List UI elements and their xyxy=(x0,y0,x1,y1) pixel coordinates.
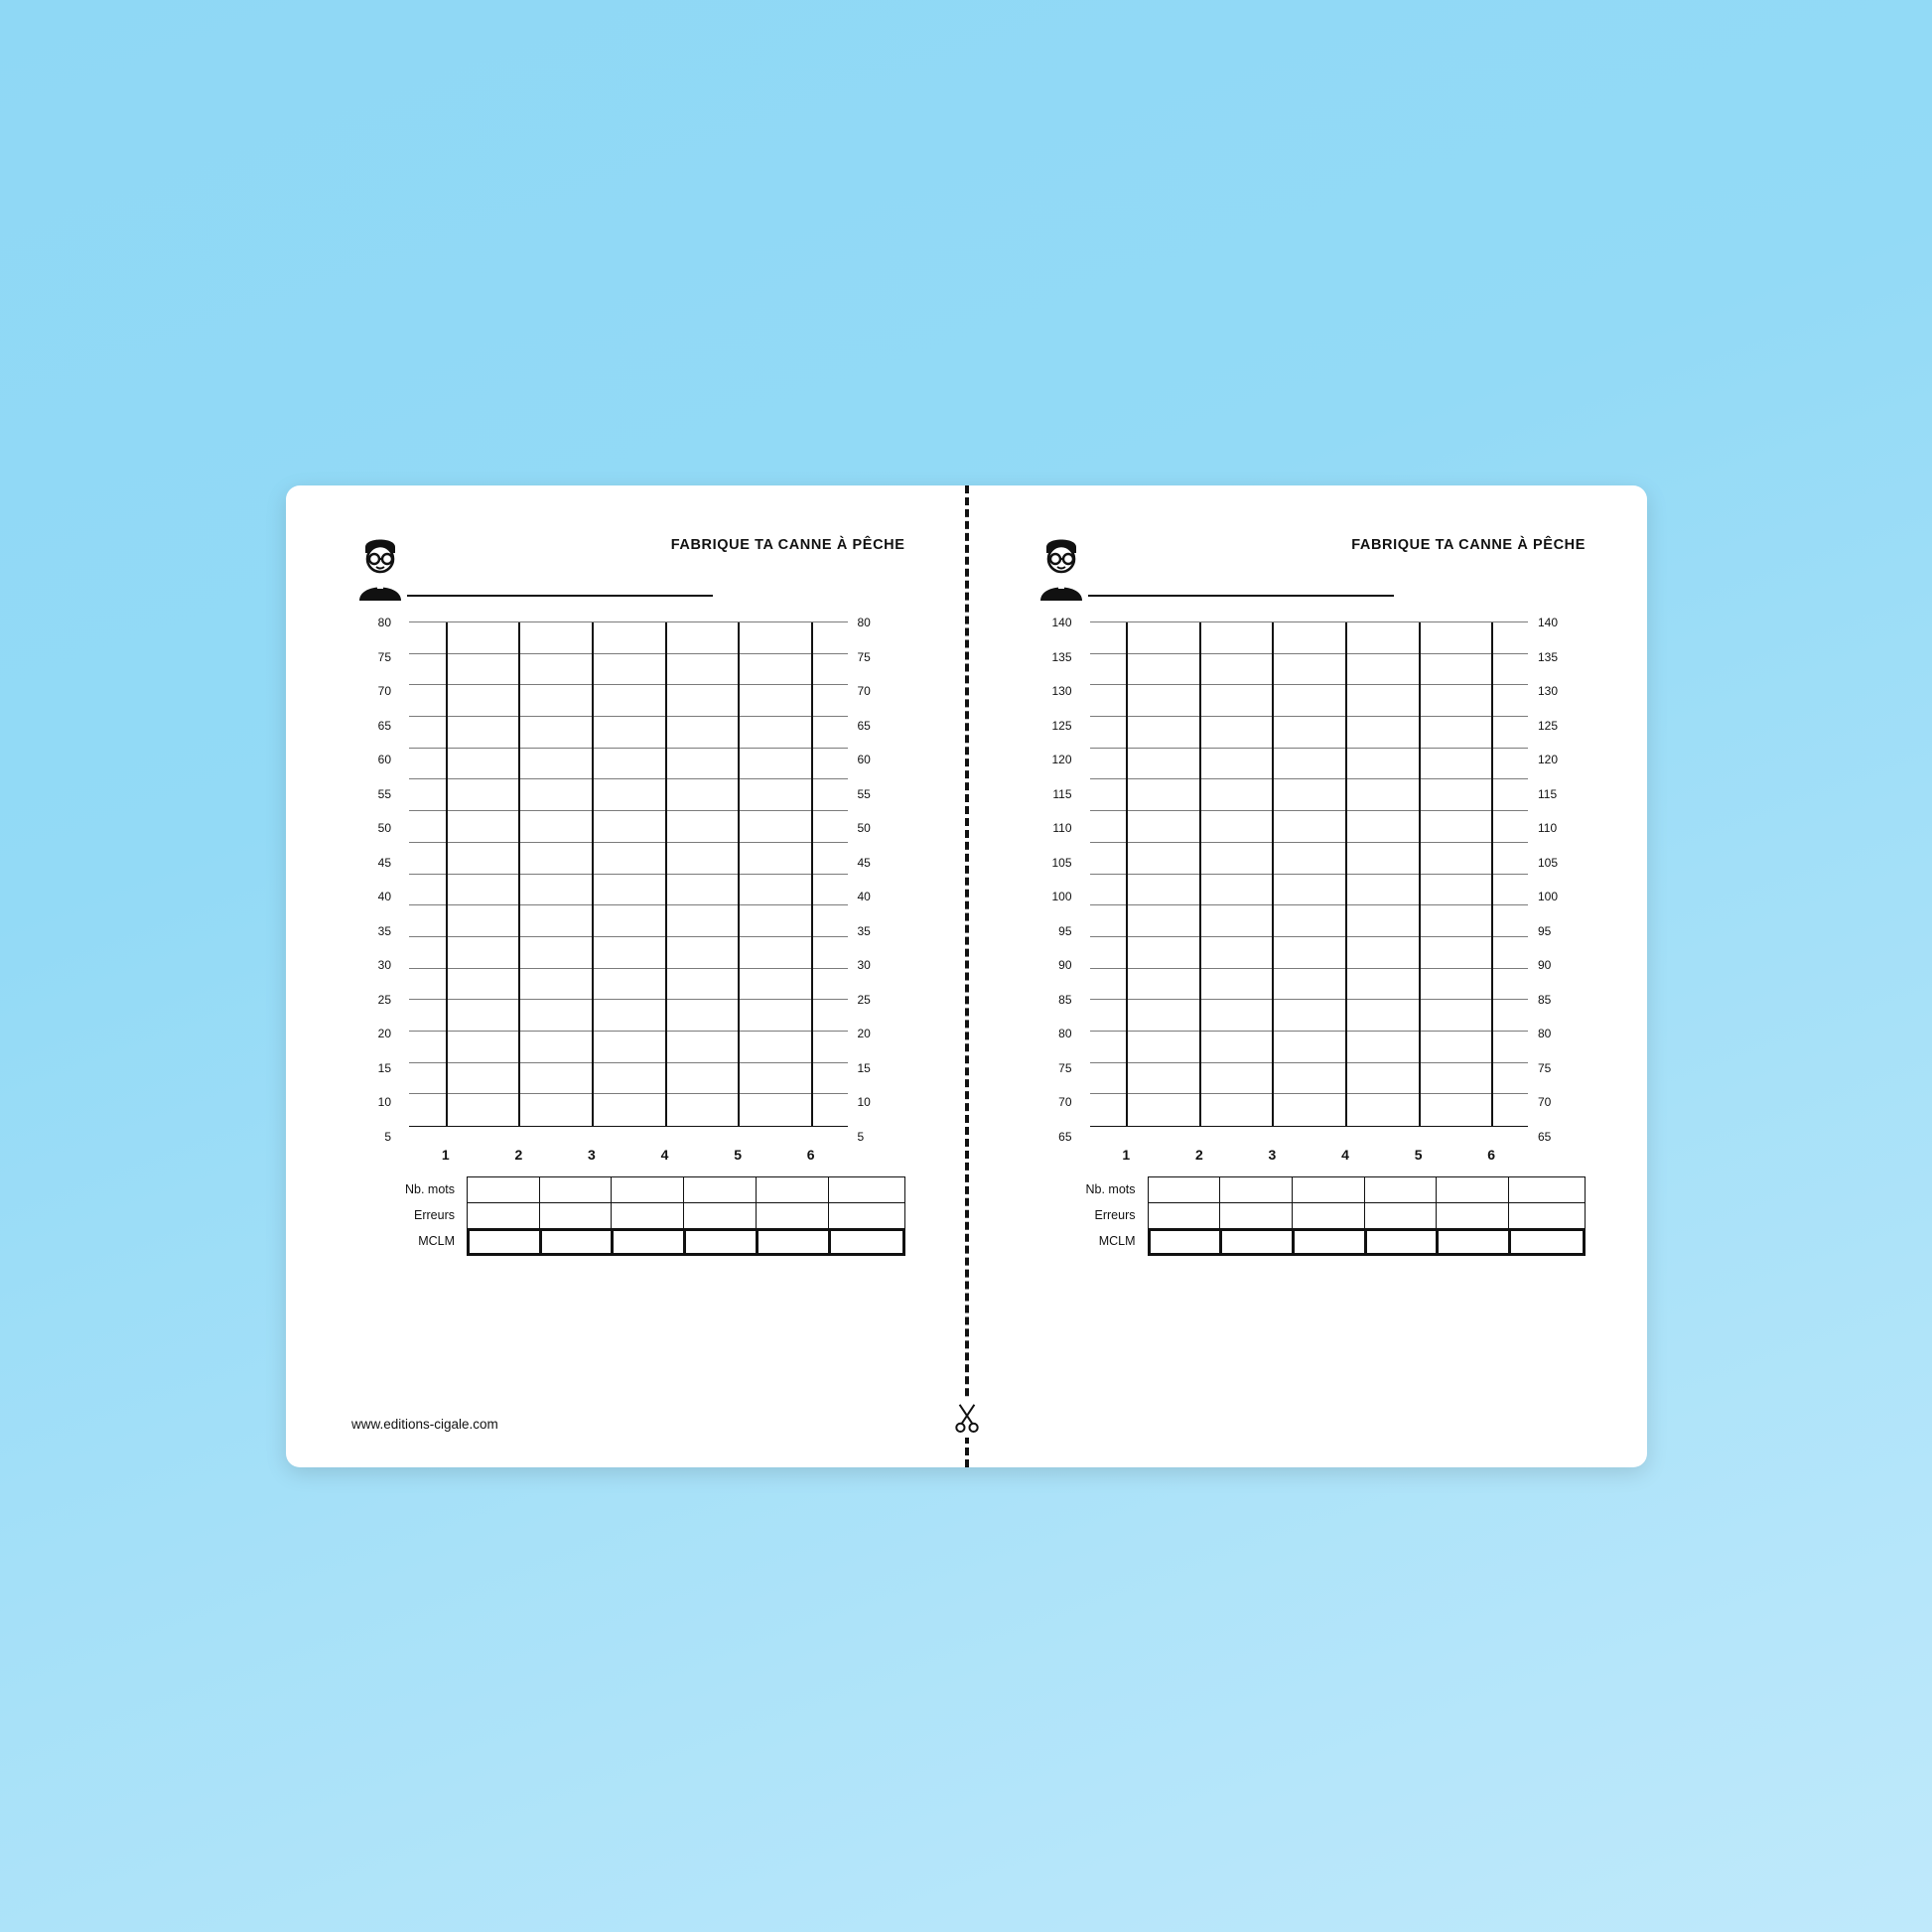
gridline xyxy=(1090,842,1529,843)
score-cell[interactable] xyxy=(1148,1228,1225,1256)
gridline xyxy=(1090,936,1529,937)
y-tick-label-right: 75 xyxy=(1538,1060,1552,1075)
y-tick-label-right: 140 xyxy=(1538,616,1559,629)
chart-column-axis xyxy=(738,622,740,1126)
page-right-header xyxy=(1033,531,1587,607)
y-tick-label-right: 65 xyxy=(1538,1129,1552,1144)
score-cell[interactable] xyxy=(1436,1202,1513,1228)
score-cell[interactable] xyxy=(1364,1228,1442,1256)
score-cell[interactable] xyxy=(1148,1202,1225,1228)
score-column xyxy=(756,1176,833,1256)
y-tick-label-right: 80 xyxy=(857,616,871,629)
y-tick-label-left: 70 xyxy=(1058,1095,1072,1109)
page-title: FABRIQUE TA CANNE À PÊCHE xyxy=(670,537,905,553)
x-tick-label: 3 xyxy=(1268,1147,1277,1163)
y-tick-label-right: 70 xyxy=(857,684,871,698)
score-cell[interactable] xyxy=(828,1228,905,1256)
y-tick-label-right: 100 xyxy=(1538,890,1559,903)
score-column xyxy=(1508,1176,1586,1256)
chart-column-axis xyxy=(1345,622,1347,1126)
score-cell[interactable] xyxy=(1436,1228,1513,1256)
y-tick-label-left: 40 xyxy=(377,890,391,903)
score-cell[interactable] xyxy=(1508,1228,1586,1256)
score-column xyxy=(1148,1176,1225,1256)
gridline xyxy=(1090,1062,1529,1063)
row-label-erreurs: Erreurs xyxy=(414,1208,455,1222)
page-right xyxy=(967,485,1648,1467)
y-tick-label-left: 25 xyxy=(377,992,391,1007)
chart-left-plot xyxy=(409,622,848,1127)
y-tick-label-left: 70 xyxy=(377,684,391,698)
row-label-mclm: MCLM xyxy=(418,1234,455,1248)
gridline xyxy=(1090,748,1529,749)
score-column xyxy=(611,1176,688,1256)
gridline xyxy=(409,968,848,969)
page-left xyxy=(286,485,967,1467)
y-tick-label-right: 45 xyxy=(857,855,871,870)
pupil-face-icon xyxy=(1033,531,1090,601)
gridline xyxy=(409,842,848,843)
gridline xyxy=(409,1093,848,1094)
gridline xyxy=(1090,810,1529,811)
y-tick-label-left: 80 xyxy=(377,616,391,629)
score-cell[interactable] xyxy=(1148,1176,1225,1202)
y-tick-label-right: 10 xyxy=(857,1095,871,1109)
gridline xyxy=(409,716,848,717)
score-cell[interactable] xyxy=(1219,1228,1297,1256)
row-label-mclm: MCLM xyxy=(1098,1234,1136,1248)
y-tick-label-right: 70 xyxy=(1538,1095,1552,1109)
student-name-line[interactable] xyxy=(407,595,713,597)
y-tick-label-left: 55 xyxy=(377,786,391,801)
y-tick-label-left: 140 xyxy=(1051,616,1072,629)
y-tick-label-right: 85 xyxy=(1538,992,1552,1007)
score-table-left xyxy=(351,1176,905,1262)
y-tick-label-left: 105 xyxy=(1051,855,1072,870)
score-table-left-row-labels xyxy=(351,1176,461,1254)
y-tick-label-left: 95 xyxy=(1058,923,1072,938)
gridline xyxy=(409,653,848,654)
y-tick-label-right: 130 xyxy=(1538,684,1559,698)
gridline xyxy=(409,936,848,937)
y-tick-label-left: 50 xyxy=(377,821,391,835)
y-tick-label-left: 75 xyxy=(1058,1060,1072,1075)
y-tick-label-left: 45 xyxy=(377,855,391,870)
y-tick-label-right: 25 xyxy=(857,992,871,1007)
row-label-erreurs: Erreurs xyxy=(1094,1208,1136,1222)
gridline xyxy=(1090,653,1529,654)
page-left-header xyxy=(351,531,905,607)
chart-column-axis xyxy=(1199,622,1201,1126)
chart-column-axis xyxy=(1419,622,1421,1126)
gridline xyxy=(1090,904,1529,905)
score-table-right xyxy=(1033,1176,1587,1262)
gridline xyxy=(1090,778,1529,779)
y-tick-label-left: 60 xyxy=(377,753,391,766)
score-cell[interactable] xyxy=(467,1176,544,1202)
score-cell[interactable] xyxy=(1364,1176,1442,1202)
score-cell[interactable] xyxy=(539,1228,617,1256)
score-cell[interactable] xyxy=(683,1228,760,1256)
gridline xyxy=(409,874,848,875)
chart-column-axis xyxy=(665,622,667,1126)
x-tick-label: 6 xyxy=(806,1147,815,1163)
x-tick-label: 1 xyxy=(441,1147,450,1163)
x-tick-label: 4 xyxy=(660,1147,669,1163)
gridline xyxy=(409,999,848,1000)
row-label-nb-mots: Nb. mots xyxy=(1085,1182,1136,1196)
score-cell[interactable] xyxy=(1508,1176,1586,1202)
score-cell[interactable] xyxy=(539,1176,617,1202)
y-tick-label-left: 65 xyxy=(377,718,391,733)
y-tick-label-left: 10 xyxy=(377,1095,391,1109)
score-column xyxy=(828,1176,905,1256)
gridline xyxy=(409,810,848,811)
y-tick-label-right: 5 xyxy=(857,1129,865,1144)
y-tick-label-left: 85 xyxy=(1058,992,1072,1007)
x-tick-label: 3 xyxy=(588,1147,596,1163)
score-column xyxy=(1219,1176,1297,1256)
chart-right-plot xyxy=(1090,622,1529,1127)
x-tick-label: 2 xyxy=(514,1147,523,1163)
y-tick-label-right: 55 xyxy=(857,786,871,801)
gridline xyxy=(1090,684,1529,685)
score-cell[interactable] xyxy=(828,1176,905,1202)
chart-column-axis xyxy=(1126,622,1128,1126)
gridline xyxy=(409,904,848,905)
y-tick-label-right: 50 xyxy=(857,821,871,835)
y-tick-label-right: 75 xyxy=(857,649,871,664)
chart-column-axis xyxy=(1491,622,1493,1126)
cut-line xyxy=(965,485,969,1467)
y-tick-label-right: 95 xyxy=(1538,923,1552,938)
student-name-line[interactable] xyxy=(1088,595,1394,597)
gridline xyxy=(1090,999,1529,1000)
y-tick-label-right: 40 xyxy=(857,890,871,903)
y-tick-label-right: 125 xyxy=(1538,718,1559,733)
pupil-face-icon xyxy=(351,531,409,601)
score-column xyxy=(1292,1176,1369,1256)
y-tick-label-right: 35 xyxy=(857,923,871,938)
score-cell[interactable] xyxy=(1508,1202,1586,1228)
score-cell[interactable] xyxy=(1219,1176,1297,1202)
y-tick-label-right: 90 xyxy=(1538,958,1552,972)
chart-column-axis xyxy=(811,622,813,1126)
x-tick-label: 5 xyxy=(1414,1147,1423,1163)
y-tick-label-right: 15 xyxy=(857,1060,871,1075)
gridline xyxy=(1090,1031,1529,1032)
gridline xyxy=(1090,968,1529,969)
score-cell[interactable] xyxy=(828,1202,905,1228)
score-cell[interactable] xyxy=(1292,1176,1369,1202)
y-tick-label-left: 5 xyxy=(384,1129,391,1144)
score-column xyxy=(1364,1176,1442,1256)
y-tick-label-right: 110 xyxy=(1538,821,1558,835)
y-tick-label-right: 115 xyxy=(1538,786,1558,801)
score-cell[interactable] xyxy=(756,1202,833,1228)
y-tick-label-right: 20 xyxy=(857,1027,871,1040)
score-cell[interactable] xyxy=(1219,1202,1297,1228)
y-tick-label-left: 120 xyxy=(1051,753,1072,766)
y-tick-label-left: 100 xyxy=(1051,890,1072,903)
y-tick-label-left: 20 xyxy=(377,1027,391,1040)
worksheet-sheet xyxy=(286,485,1647,1467)
footer-url[interactable]: www.editions-cigale.com xyxy=(351,1417,498,1432)
gridline xyxy=(409,778,848,779)
gridline xyxy=(1090,1093,1529,1094)
score-column xyxy=(683,1176,760,1256)
y-tick-label-left: 65 xyxy=(1058,1129,1072,1144)
score-cell[interactable] xyxy=(611,1202,688,1228)
gridline xyxy=(409,621,848,622)
y-tick-label-left: 75 xyxy=(377,649,391,664)
y-tick-label-right: 80 xyxy=(1538,1027,1552,1040)
y-tick-label-right: 135 xyxy=(1538,649,1559,664)
scissors-icon xyxy=(950,1398,984,1438)
y-tick-label-left: 130 xyxy=(1051,684,1072,698)
x-tick-label: 4 xyxy=(1341,1147,1349,1163)
x-tick-label: 6 xyxy=(1487,1147,1496,1163)
gridline xyxy=(409,1062,848,1063)
y-tick-label-left: 110 xyxy=(1052,821,1072,835)
gridline xyxy=(409,748,848,749)
chart-right xyxy=(1033,616,1587,1171)
score-column xyxy=(539,1176,617,1256)
gridline xyxy=(1090,621,1529,622)
gridline xyxy=(1090,874,1529,875)
y-tick-label-left: 35 xyxy=(377,923,391,938)
chart-column-axis xyxy=(1272,622,1274,1126)
y-tick-label-right: 105 xyxy=(1538,855,1559,870)
score-cell[interactable] xyxy=(756,1176,833,1202)
score-cell[interactable] xyxy=(539,1202,617,1228)
score-cell[interactable] xyxy=(467,1228,544,1256)
score-cell[interactable] xyxy=(611,1176,688,1202)
score-cell[interactable] xyxy=(683,1176,760,1202)
y-tick-label-left: 125 xyxy=(1051,718,1072,733)
score-cell[interactable] xyxy=(1364,1202,1442,1228)
chart-column-axis xyxy=(446,622,448,1126)
score-column xyxy=(1436,1176,1513,1256)
page-title: FABRIQUE TA CANNE À PÊCHE xyxy=(1351,537,1586,553)
y-tick-label-left: 115 xyxy=(1052,786,1072,801)
chart-column-axis xyxy=(518,622,520,1126)
score-table-right-row-labels xyxy=(1033,1176,1142,1254)
chart-left xyxy=(351,616,905,1171)
y-tick-label-left: 80 xyxy=(1058,1027,1072,1040)
y-tick-label-left: 135 xyxy=(1051,649,1072,664)
y-tick-label-right: 65 xyxy=(857,718,871,733)
y-tick-label-right: 120 xyxy=(1538,753,1559,766)
y-tick-label-right: 30 xyxy=(857,958,871,972)
y-tick-label-left: 30 xyxy=(377,958,391,972)
y-tick-label-left: 15 xyxy=(377,1060,391,1075)
x-tick-label: 1 xyxy=(1122,1147,1131,1163)
gridline xyxy=(409,1031,848,1032)
gridline xyxy=(409,684,848,685)
chart-column-axis xyxy=(592,622,594,1126)
row-label-nb-mots: Nb. mots xyxy=(404,1182,455,1196)
y-tick-label-right: 60 xyxy=(857,753,871,766)
score-column xyxy=(467,1176,544,1256)
x-tick-label: 5 xyxy=(734,1147,743,1163)
score-cell[interactable] xyxy=(756,1228,833,1256)
y-tick-label-left: 90 xyxy=(1058,958,1072,972)
score-cell[interactable] xyxy=(467,1202,544,1228)
score-cell[interactable] xyxy=(1436,1176,1513,1202)
score-cell[interactable] xyxy=(611,1228,688,1256)
score-cell[interactable] xyxy=(683,1202,760,1228)
gridline xyxy=(1090,716,1529,717)
score-cell[interactable] xyxy=(1292,1228,1369,1256)
x-tick-label: 2 xyxy=(1194,1147,1203,1163)
score-cell[interactable] xyxy=(1292,1202,1369,1228)
